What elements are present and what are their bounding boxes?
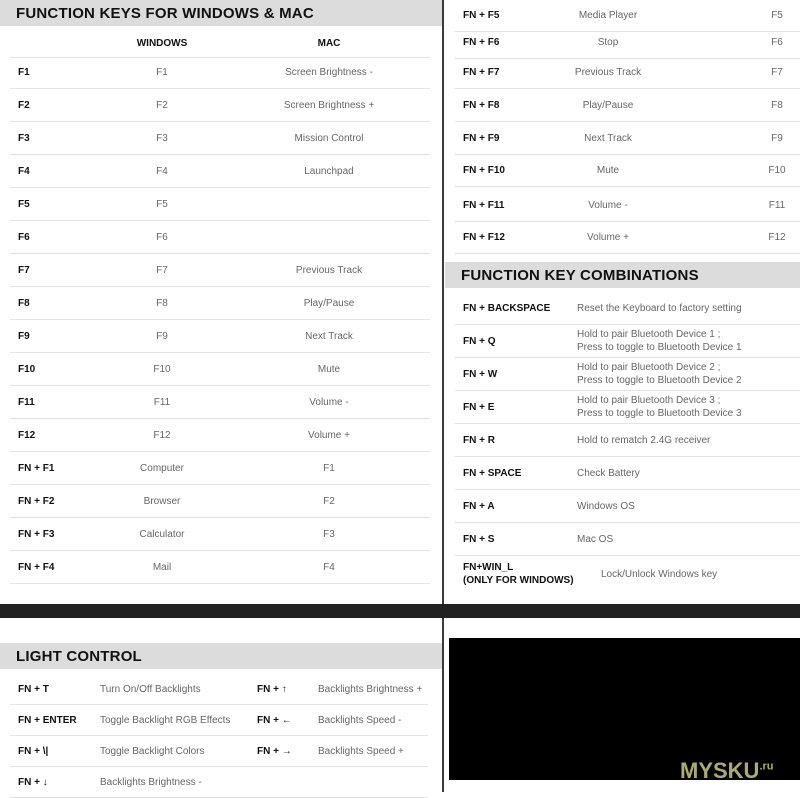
key-label: FN + SPACE: [463, 467, 522, 479]
key-label: F5: [18, 198, 30, 210]
windows-value: Browser: [143, 495, 181, 507]
key-label: FN + F4: [18, 561, 55, 573]
mac-value: F12: [768, 232, 786, 243]
table-row: [455, 57, 800, 89]
key-label: FN + F5: [463, 10, 500, 21]
col-header-row: [10, 30, 430, 58]
table-row: [455, 490, 800, 523]
key-label: FN + ENTER: [18, 714, 77, 726]
windows-value: F6: [156, 231, 168, 243]
function-keys-header: [0, 0, 442, 26]
table-row: [10, 736, 428, 767]
table-row: [455, 190, 800, 222]
mac-value: F6: [771, 37, 783, 48]
table-row: [10, 674, 428, 705]
key-label: FN + T: [18, 683, 49, 695]
key-label: FN + F9: [463, 133, 500, 144]
windows-value: F10: [153, 363, 171, 375]
key-label: FN + \|: [18, 745, 49, 757]
key-label: FN + ↓: [18, 776, 48, 788]
key-label: FN + F12: [463, 232, 505, 243]
mac-value: Screen Brightness +: [283, 99, 375, 111]
mac-value: F4: [323, 561, 335, 573]
watermark-suffix: .ru: [759, 760, 774, 773]
windows-value: F2: [156, 99, 168, 111]
key-label: FN+WIN_L (ONLY FOR WINDOWS): [463, 562, 574, 586]
light-control-header: [0, 643, 442, 669]
table-row: [10, 122, 430, 155]
windows-value: F1: [156, 66, 168, 78]
description-2: Backlights Speed -: [318, 714, 402, 726]
key-label: F9: [18, 330, 30, 342]
key-label: F8: [18, 297, 30, 309]
table-row: [455, 325, 800, 358]
combinations-header: [445, 262, 800, 288]
col-windows: WINDOWS: [136, 38, 188, 49]
table-row: [10, 551, 430, 584]
table-row: [10, 254, 430, 287]
mac-value: F2: [323, 495, 335, 507]
mac-value: F8: [771, 100, 783, 111]
description: Toggle Backlight RGB Effects: [100, 714, 231, 726]
key-label: FN + F7: [463, 67, 500, 78]
description: Hold to pair Bluetooth Device 1 ; Press to toggle to Bluetooth Device 1: [577, 329, 742, 353]
windows-value: Calculator: [139, 528, 185, 540]
vertical-divider: [442, 0, 444, 792]
windows-value: F3: [156, 132, 168, 144]
windows-value: F4: [156, 165, 168, 177]
mac-value: Volume -: [309, 396, 349, 408]
mac-value: Previous Track: [295, 264, 363, 276]
key-label: FN + F8: [463, 100, 500, 111]
mac-value: F7: [771, 67, 783, 78]
mac-value: Next Track: [305, 330, 353, 342]
table-row: [10, 386, 430, 419]
key-label-2: FN + ↑: [257, 683, 287, 695]
table-row: [455, 155, 800, 187]
key-label: F4: [18, 165, 30, 177]
table-row: [10, 767, 428, 798]
mac-value: Volume +: [308, 429, 350, 441]
windows-value: Computer: [140, 462, 184, 474]
key-label: FN + F11: [463, 200, 505, 211]
combinations-title: FUNCTION KEY COMBINATIONS: [461, 266, 699, 284]
mac-value: Mute: [317, 363, 341, 375]
description: Hold to pair Bluetooth Device 2 ; Press to toggle to Bluetooth Device 2: [577, 362, 742, 386]
key-label-2: FN + ←: [257, 714, 292, 726]
key-label: FN + A: [463, 500, 495, 512]
key-label: FN + F3: [18, 528, 55, 540]
windows-value: Volume -: [588, 200, 628, 211]
description: Hold to rematch 2.4G receiver: [577, 434, 711, 446]
mac-value: F3: [323, 528, 335, 540]
table-row: [455, 556, 800, 592]
key-label: F12: [18, 429, 36, 441]
key-label: FN + BACKSPACE: [463, 302, 551, 314]
table-row: [10, 705, 428, 736]
key-label: F1: [18, 66, 30, 78]
table-row: [455, 292, 800, 325]
description: Toggle Backlight Colors: [100, 745, 205, 757]
key-label: F11: [18, 396, 35, 408]
description: Reset the Keyboard to factory setting: [577, 302, 742, 314]
key-label: FN + R: [463, 434, 495, 446]
windows-value: Play/Pause: [582, 100, 634, 111]
description: Mac OS: [577, 533, 614, 545]
table-row: [455, 90, 800, 122]
table-row: [10, 320, 430, 353]
key-label: F10: [18, 363, 36, 375]
table-row: [10, 518, 430, 551]
table-row: [455, 523, 800, 556]
mac-value: Launchpad: [304, 165, 354, 177]
table-row: [455, 457, 800, 490]
windows-value: F8: [156, 297, 168, 309]
description: Windows OS: [577, 500, 635, 512]
table-row: [455, 222, 800, 254]
mac-value: F11: [768, 200, 786, 211]
mac-value: F5: [771, 10, 783, 21]
key-label: F7: [18, 264, 30, 276]
table-row: [10, 485, 430, 518]
key-label: F2: [18, 99, 30, 111]
table-row: [10, 419, 430, 452]
description: Lock/Unlock Windows key: [601, 568, 718, 580]
table-row: [10, 89, 430, 122]
mac-value: Screen Brightness -: [285, 66, 373, 78]
description: Backlights Brightness -: [100, 776, 202, 788]
windows-value: F12: [153, 429, 171, 441]
key-label: FN + E: [463, 401, 495, 413]
description: Check Battery: [577, 467, 640, 479]
description-2: Backlights Brightness +: [318, 683, 423, 695]
col-mac: MAC: [317, 38, 341, 49]
mac-value: F1: [323, 462, 335, 474]
table-row: [10, 287, 430, 320]
table-row: [455, 123, 800, 155]
section-band: [0, 604, 800, 618]
description: Hold to pair Bluetooth Device 3 ; Press to toggle to Bluetooth Device 3: [577, 395, 742, 419]
function-keys-title: FUNCTION KEYS FOR WINDOWS & MAC: [16, 4, 314, 22]
table-row: [10, 452, 430, 485]
table-row: [10, 188, 430, 221]
key-label: F6: [18, 231, 30, 243]
table-row: [10, 56, 430, 89]
key-label: FN + F6: [463, 37, 500, 48]
mac-value: F10: [768, 165, 786, 176]
mac-value: F9: [771, 133, 783, 144]
windows-value: Stop: [597, 37, 619, 48]
table-row: [455, 27, 800, 59]
description-2: Backlights Speed +: [318, 745, 404, 757]
windows-value: F11: [153, 396, 171, 408]
mac-value: Mission Control: [294, 132, 364, 144]
windows-value: F5: [156, 198, 168, 210]
table-row: [455, 358, 800, 391]
key-label: FN + F1: [18, 462, 55, 474]
table-row: [455, 391, 800, 424]
windows-value: F7: [156, 264, 168, 276]
key-label: FN + F10: [463, 165, 505, 176]
windows-value: F9: [156, 330, 168, 342]
key-label: FN + W: [463, 368, 498, 380]
key-label: FN + F2: [18, 495, 55, 507]
light-control-title: LIGHT CONTROL: [16, 647, 142, 665]
key-label: FN + S: [463, 533, 495, 545]
windows-value: Previous Track: [574, 67, 642, 78]
windows-value: Next Track: [584, 133, 632, 144]
windows-value: Mail: [152, 561, 172, 573]
watermark-text: MYSKU: [680, 758, 760, 783]
key-label: FN + Q: [463, 335, 496, 347]
table-row: [10, 353, 430, 386]
table-row: [10, 155, 430, 188]
description: Turn On/Off Backlights: [100, 683, 201, 695]
watermark-logo: [680, 758, 774, 784]
windows-value: Media Player: [578, 10, 638, 21]
key-label: F3: [18, 132, 30, 144]
windows-value: Volume +: [587, 232, 629, 243]
table-row: [10, 221, 430, 254]
table-row: [455, 424, 800, 457]
mac-value: Play/Pause: [303, 297, 355, 309]
key-label-2: FN + →: [257, 745, 292, 757]
windows-value: Mute: [596, 165, 620, 176]
